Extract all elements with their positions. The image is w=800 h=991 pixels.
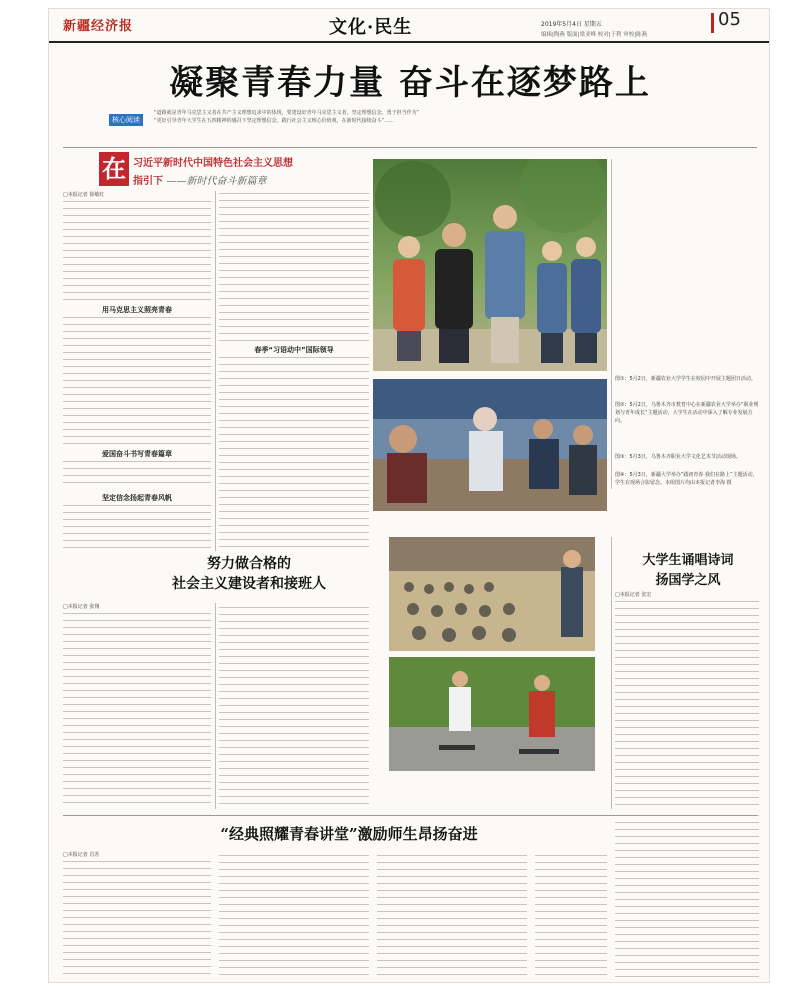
kicker-line2-italic: ——新时代奋斗新篇章 <box>166 176 267 187</box>
mid-byline: □本报记者 张翔 <box>63 604 100 610</box>
bottom-byline: □本报记者 肖苏 <box>63 852 100 858</box>
lead-dek <box>154 109 744 125</box>
masthead: 新疆经济报 <box>63 19 134 34</box>
body-text <box>63 317 211 447</box>
body-text <box>63 201 211 301</box>
photo-caption: 图④：5月3日，新疆大学举办“践初青春 我们在路上”主题活动，学生在现场合影留念。本组图片均由本报记者李海 摄 <box>615 472 758 486</box>
section-rule <box>63 147 757 148</box>
photo-skateboarding <box>389 657 595 771</box>
body-text <box>219 193 369 341</box>
right-byline: □本报记者 张宏 <box>615 592 652 598</box>
body-text <box>535 855 607 977</box>
page-number-bar <box>711 13 714 33</box>
kicker-line2-main: 指引下 <box>133 176 163 187</box>
skate-photo-illustration <box>389 657 595 771</box>
right-headline-line1: 大学生诵唱诗词 <box>642 553 734 568</box>
column-rule <box>611 159 612 489</box>
body-text <box>219 357 369 551</box>
photo-caption: 图①：5月2日，新疆农业大学学生在校园中开展主题团日活动。 <box>615 376 756 382</box>
mid-headline-line2: 社会主义建设者和接班人 <box>172 576 326 592</box>
body-text <box>63 505 211 551</box>
body-text <box>63 461 211 489</box>
kicker-banner <box>99 152 409 188</box>
newspaper-page <box>48 8 770 983</box>
lead-headline: 凝聚青春力量 奋斗在逐梦路上 <box>169 63 651 103</box>
body-text <box>615 815 759 977</box>
kicker-char: 在 <box>99 152 129 186</box>
subhead: 爱国奋斗书写青春篇章 <box>102 450 172 458</box>
column-rule <box>611 537 612 809</box>
photo-caption: 图②：5月2日，乌鲁木齐市教育中心在新疆农业大学举办“职业规划与青年成长”主题活动，大学生在活动中深入了解专业发展方向。 <box>615 402 759 424</box>
staff-credits: 编辑|陶燕 版面|梁亚峰 校对|于利 审校|陈燕 <box>541 32 648 38</box>
column-rule <box>215 191 216 551</box>
bottom-headline: “经典照耀青春讲堂”激励师生昂扬奋进 <box>220 825 478 843</box>
body-text <box>615 601 759 809</box>
dateline: 2019年5月4日 星期五 <box>541 21 602 28</box>
core-reading-tag: 核心阅读 <box>109 114 143 126</box>
subhead: 春季“习语动中”国际领导 <box>254 346 334 354</box>
section-title: 文化·民生 <box>329 17 413 38</box>
body-text <box>63 613 211 809</box>
body-text <box>63 861 211 977</box>
dek-line: “道路就是青年马克思主义者在共产主义理想追求中的体现，要建设好青年马克思主义者，坚定理想信念，勇于担当作为” <box>154 110 420 116</box>
kicker-line1: 习近平新时代中国特色社会主义思想 <box>133 158 293 169</box>
body-text <box>219 855 369 977</box>
subhead: 用马克思主义照亮青春 <box>102 306 172 314</box>
column-rule <box>215 603 216 809</box>
right-headline-line2: 扬国学之风 <box>655 573 721 588</box>
main-photo <box>373 159 607 371</box>
photo-classroom-activity <box>373 379 607 511</box>
left-byline: □本报记者 徐敏红 <box>63 192 105 198</box>
photo-caption: 图③：5月3日，乌鲁木齐职业大学文化艺术节活动现场。 <box>615 454 741 460</box>
kicker-line2 <box>133 172 266 187</box>
body-text <box>219 607 369 809</box>
dek-line: “更好引导青年大学生在五四精神的感召下坚定理想信念，践行社会主义核心价值观，在新时代接续奋斗”…… <box>154 118 395 124</box>
mid-headline-line1: 努力做合格的 <box>207 556 291 572</box>
body-text <box>377 855 527 977</box>
photo-lecture-hall <box>389 537 595 651</box>
students-photo-illustration <box>373 159 607 371</box>
page-number: 05 <box>718 9 741 30</box>
lecture-photo-illustration <box>389 537 595 651</box>
subhead: 坚定信念扬起青春风帆 <box>102 494 172 502</box>
header-rule <box>49 41 770 43</box>
classroom-photo-illustration <box>373 379 607 511</box>
